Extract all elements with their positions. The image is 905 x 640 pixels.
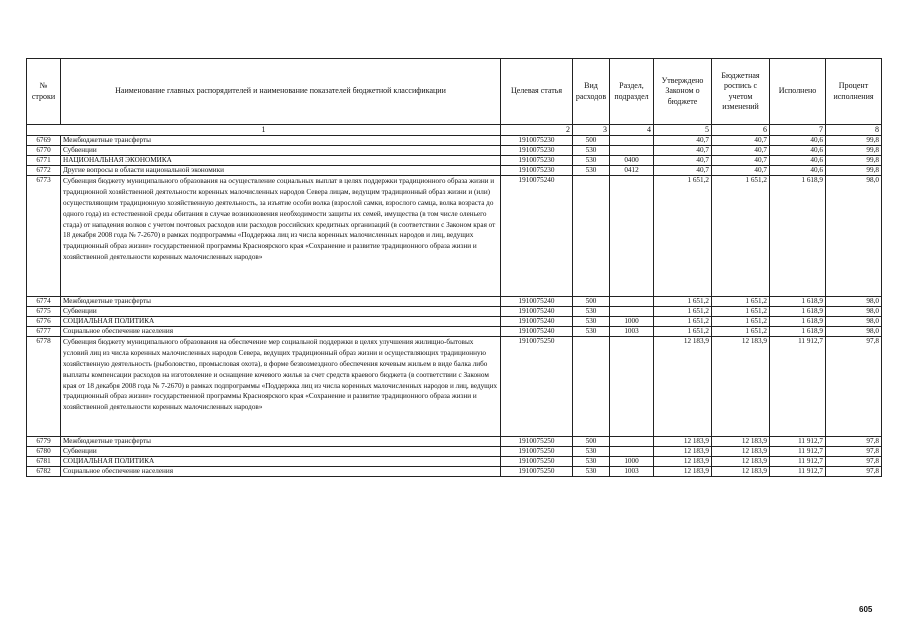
- table-row: [27, 337, 882, 437]
- expense-type-cell: 500: [573, 437, 610, 447]
- section-cell: [610, 176, 654, 297]
- percent-cell: 98,0: [826, 327, 882, 337]
- budget-amount-cell: 1 651,2: [712, 317, 770, 327]
- column-number: 1: [27, 125, 501, 136]
- executed-amount-cell: 11 912,7: [770, 447, 826, 457]
- table-row: [27, 317, 882, 327]
- table-row: [27, 166, 882, 176]
- row-name-cell: Субвенция бюджету муниципального образования на осуществление социальных выплат в целях поддержки традиционного образа жизни и традиционной хозяйственной деятельности коренных малочисленных народов Севера лицам, ведущим традиционный образ жизни и (или) осуществляющим традиционную хозяйственную деятельность, за изъятие особи волка (взрослой самки, взрослого самца, волка возраста до одного года) из естественной среды обитания в случае возникновения необходимости защиты их семей, имущества (в том числе оленьего стада) от нападения волков с учетом почтовых расходов или расходов российских кредитных организаций (в соответствии с Законом края от 18 декабря 2008 года № 7-2670) в рамках подпрограммы «Поддержка лиц из числа коренных малочисленных народов и лиц, ведущих традиционный образ жизни» государственной программы Красноярского края «Сохранение и развитие традиционного образа жизни и хозяйственной деятельности коренных малочисленных народов»: [61, 176, 501, 297]
- target-article-cell: 1910075250: [501, 447, 573, 457]
- section-cell: [610, 437, 654, 447]
- budget-amount-cell: 12 183,9: [712, 337, 770, 437]
- column-number: 3: [573, 125, 610, 136]
- expense-type-cell: 530: [573, 166, 610, 176]
- executed-amount-cell: 40,6: [770, 166, 826, 176]
- budget-amount-cell: 1 651,2: [712, 297, 770, 307]
- row-number-cell: 6774: [27, 297, 61, 307]
- table-row: [27, 467, 882, 477]
- row-number-cell: 6769: [27, 136, 61, 146]
- row-name-cell: НАЦИОНАЛЬНАЯ ЭКОНОМИКА: [61, 156, 501, 166]
- target-article-cell: 1910075240: [501, 176, 573, 297]
- approved-amount-cell: 12 183,9: [654, 337, 712, 437]
- target-article-cell: 1910075240: [501, 307, 573, 317]
- expense-type-cell: 500: [573, 297, 610, 307]
- header-executed: Исполнено: [770, 59, 826, 125]
- section-cell: 1003: [610, 467, 654, 477]
- header-row-number: № строки: [27, 59, 61, 125]
- approved-amount-cell: 1 651,2: [654, 307, 712, 317]
- header-budget-list: Бюджетная роспись с учетом изменений: [712, 59, 770, 125]
- percent-cell: 97,8: [826, 447, 882, 457]
- executed-amount-cell: 1 618,9: [770, 307, 826, 317]
- percent-cell: 99,8: [826, 166, 882, 176]
- executed-amount-cell: 1 618,9: [770, 317, 826, 327]
- row-number-cell: 6772: [27, 166, 61, 176]
- budget-amount-cell: 12 183,9: [712, 467, 770, 477]
- row-number-cell: 6778: [27, 337, 61, 437]
- table-row: [27, 457, 882, 467]
- target-article-cell: 1910075240: [501, 317, 573, 327]
- budget-amount-cell: 40,7: [712, 146, 770, 156]
- approved-amount-cell: 40,7: [654, 136, 712, 146]
- budget-amount-cell: 1 651,2: [712, 176, 770, 297]
- target-article-cell: 1910075230: [501, 136, 573, 146]
- header-approved: Утверждено Законом о бюджете: [654, 59, 712, 125]
- section-cell: [610, 447, 654, 457]
- approved-amount-cell: 1 651,2: [654, 317, 712, 327]
- row-name-cell: СОЦИАЛЬНАЯ ПОЛИТИКА: [61, 457, 501, 467]
- budget-amount-cell: 40,7: [712, 166, 770, 176]
- budget-amount-cell: 40,7: [712, 136, 770, 146]
- row-name-cell: Субвенция бюджету муниципального образования на обеспечение мер социальной поддержки в целях улучшения жилищно-бытовых условий лиц из числа коренных малочисленных народов Севера, ведущих традиционный образ жизни и осуществляющих традиционную хозяйственную деятельность (рыболовство, промысловая охота), в форме безвозмездного обеспечения кочевым жильем в виде балка либо выплаты компенсации расходов на изготовление и оснащение кочевого жилья за счет средств краевого бюджета (в соответствии с Законом края от 18 декабря 2008 года № 7-2670) в рамках подпрограммы «Поддержка лиц из числа коренных малочисленных народов и лиц, ведущих традиционный образ жизни» государственной программы Красноярского края «Сохранение и развитие традиционного образа жизни и хозяйственной деятельности коренных малочисленных народов»: [61, 337, 501, 437]
- row-name-cell: Субвенции: [61, 146, 501, 156]
- row-name-cell: СОЦИАЛЬНАЯ ПОЛИТИКА: [61, 317, 501, 327]
- approved-amount-cell: 12 183,9: [654, 457, 712, 467]
- row-name-cell: Социальное обеспечение населения: [61, 467, 501, 477]
- target-article-cell: 1910075250: [501, 437, 573, 447]
- column-number: 2: [501, 125, 573, 136]
- budget-amount-cell: 12 183,9: [712, 447, 770, 457]
- expense-type-cell: [573, 176, 610, 297]
- row-name-cell: Субвенции: [61, 307, 501, 317]
- section-cell: [610, 297, 654, 307]
- target-article-cell: 1910075230: [501, 166, 573, 176]
- executed-amount-cell: 40,6: [770, 136, 826, 146]
- executed-amount-cell: 11 912,7: [770, 457, 826, 467]
- percent-cell: 97,8: [826, 437, 882, 447]
- column-numbers-row: [27, 125, 882, 136]
- row-number-cell: 6782: [27, 467, 61, 477]
- approved-amount-cell: 1 651,2: [654, 297, 712, 307]
- executed-amount-cell: 40,6: [770, 156, 826, 166]
- section-cell: [610, 307, 654, 317]
- percent-cell: 99,8: [826, 136, 882, 146]
- executed-amount-cell: 11 912,7: [770, 437, 826, 447]
- table-body: [27, 136, 882, 477]
- column-number: 7: [770, 125, 826, 136]
- header-target-article: Целевая статья: [501, 59, 573, 125]
- section-cell: 0400: [610, 156, 654, 166]
- column-number: 6: [712, 125, 770, 136]
- percent-cell: 99,8: [826, 156, 882, 166]
- budget-amount-cell: 40,7: [712, 156, 770, 166]
- section-cell: 1000: [610, 317, 654, 327]
- target-article-cell: 1910075240: [501, 297, 573, 307]
- section-cell: [610, 337, 654, 437]
- table-row: [27, 307, 882, 317]
- header-section: Раздел, подраздел: [610, 59, 654, 125]
- percent-cell: 99,8: [826, 146, 882, 156]
- table-row: [27, 297, 882, 307]
- row-name-cell: Другие вопросы в области национальной экономики: [61, 166, 501, 176]
- table-row: [27, 176, 882, 297]
- column-number: 5: [654, 125, 712, 136]
- target-article-cell: 1910075250: [501, 457, 573, 467]
- percent-cell: 97,8: [826, 467, 882, 477]
- header-name: Наименование главных распорядителей и наименование показателей бюджетной классификации: [61, 59, 501, 125]
- row-number-cell: 6771: [27, 156, 61, 166]
- row-name-cell: Межбюджетные трансферты: [61, 437, 501, 447]
- executed-amount-cell: 1 618,9: [770, 327, 826, 337]
- target-article-cell: 1910075250: [501, 337, 573, 437]
- budget-amount-cell: 12 183,9: [712, 437, 770, 447]
- column-number: 8: [826, 125, 882, 136]
- table-row: [27, 156, 882, 166]
- percent-cell: 98,0: [826, 297, 882, 307]
- header-expense-type: Вид расходов: [573, 59, 610, 125]
- row-number-cell: 6773: [27, 176, 61, 297]
- approved-amount-cell: 12 183,9: [654, 447, 712, 457]
- row-number-cell: 6781: [27, 457, 61, 467]
- percent-cell: 98,0: [826, 176, 882, 297]
- table-row: [27, 437, 882, 447]
- row-name-cell: Социальное обеспечение населения: [61, 327, 501, 337]
- table-row: [27, 447, 882, 457]
- approved-amount-cell: 12 183,9: [654, 467, 712, 477]
- approved-amount-cell: 40,7: [654, 156, 712, 166]
- expense-type-cell: 530: [573, 457, 610, 467]
- target-article-cell: 1910075240: [501, 327, 573, 337]
- page-number: 605: [859, 605, 873, 614]
- budget-amount-cell: 1 651,2: [712, 307, 770, 317]
- target-article-cell: 1910075230: [501, 156, 573, 166]
- percent-cell: 98,0: [826, 307, 882, 317]
- expense-type-cell: 530: [573, 467, 610, 477]
- expense-type-cell: 530: [573, 317, 610, 327]
- table-header-row: [27, 59, 882, 125]
- approved-amount-cell: 40,7: [654, 146, 712, 156]
- section-cell: [610, 146, 654, 156]
- percent-cell: 97,8: [826, 337, 882, 437]
- expense-type-cell: 500: [573, 136, 610, 146]
- budget-amount-cell: 1 651,2: [712, 327, 770, 337]
- expense-type-cell: [573, 337, 610, 437]
- column-number: 4: [610, 125, 654, 136]
- row-name-cell: Субвенции: [61, 447, 501, 457]
- expense-type-cell: 530: [573, 307, 610, 317]
- budget-execution-table: [26, 58, 882, 477]
- percent-cell: 98,0: [826, 317, 882, 327]
- document-page: [26, 58, 881, 477]
- approved-amount-cell: 12 183,9: [654, 437, 712, 447]
- section-cell: 1003: [610, 327, 654, 337]
- executed-amount-cell: 11 912,7: [770, 337, 826, 437]
- target-article-cell: 1910075250: [501, 467, 573, 477]
- expense-type-cell: 530: [573, 447, 610, 457]
- table-row: [27, 327, 882, 337]
- target-article-cell: 1910075230: [501, 146, 573, 156]
- row-number-cell: 6776: [27, 317, 61, 327]
- section-cell: 1000: [610, 457, 654, 467]
- budget-amount-cell: 12 183,9: [712, 457, 770, 467]
- approved-amount-cell: 40,7: [654, 166, 712, 176]
- executed-amount-cell: 1 618,9: [770, 297, 826, 307]
- row-number-cell: 6780: [27, 447, 61, 457]
- executed-amount-cell: 40,6: [770, 146, 826, 156]
- expense-type-cell: 530: [573, 327, 610, 337]
- row-number-cell: 6770: [27, 146, 61, 156]
- row-number-cell: 6779: [27, 437, 61, 447]
- row-name-cell: Межбюджетные трансферты: [61, 136, 501, 146]
- expense-type-cell: 530: [573, 156, 610, 166]
- approved-amount-cell: 1 651,2: [654, 327, 712, 337]
- row-number-cell: 6775: [27, 307, 61, 317]
- approved-amount-cell: 1 651,2: [654, 176, 712, 297]
- executed-amount-cell: 1 618,9: [770, 176, 826, 297]
- executed-amount-cell: 11 912,7: [770, 467, 826, 477]
- table-row: [27, 136, 882, 146]
- table-row: [27, 146, 882, 156]
- section-cell: [610, 136, 654, 146]
- expense-type-cell: 530: [573, 146, 610, 156]
- row-name-cell: Межбюджетные трансферты: [61, 297, 501, 307]
- row-number-cell: 6777: [27, 327, 61, 337]
- header-percent: Процент исполнения: [826, 59, 882, 125]
- section-cell: 0412: [610, 166, 654, 176]
- percent-cell: 97,8: [826, 457, 882, 467]
